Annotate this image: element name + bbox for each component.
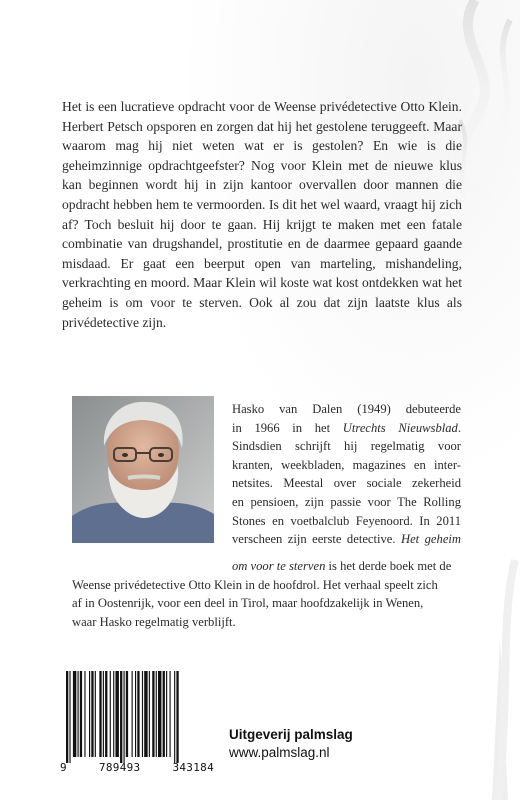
bio-line: Hasko van Dalen (1949) debuteerde bbox=[232, 402, 461, 416]
bio-line: Stones en voetbalclub Feyenoord. In 2011 bbox=[232, 513, 461, 528]
blurb-line: te maken met een fatale combinatie van drugshandel, prostitutie bbox=[62, 216, 462, 252]
barcode-bar bbox=[158, 671, 161, 757]
bio-line: verscheen zijn eerste detective. Het geheim bbox=[232, 532, 461, 547]
barcode-bar bbox=[144, 671, 147, 757]
bio-line: waar Hasko regelmatig verblijft. bbox=[72, 614, 236, 629]
barcode-bar bbox=[115, 671, 118, 757]
author-photo bbox=[72, 396, 214, 543]
blurb-line: Ook al zou dat zijn laatste klus als privédetective zijn. bbox=[62, 294, 462, 330]
barcode-bar bbox=[110, 671, 111, 757]
barcode-bar bbox=[142, 671, 143, 757]
bio-line: netsites. Meestal over sociale zekerheid bbox=[232, 476, 461, 491]
barcode-bar bbox=[149, 671, 150, 757]
barcode-bar bbox=[89, 671, 90, 757]
barcode-bar bbox=[174, 671, 175, 763]
barcode-bar bbox=[132, 671, 133, 757]
back-cover-blurb bbox=[62, 97, 462, 332]
isbn-barcode bbox=[60, 671, 214, 780]
barcode-bar bbox=[137, 671, 139, 757]
barcode-bar bbox=[103, 671, 104, 757]
barcode-bar bbox=[163, 671, 165, 757]
blurb-line: wel waard, vraagt hij zich af? Toch besluit hij door te gaan. Hij krijgt bbox=[62, 196, 462, 232]
barcode-bar bbox=[152, 671, 154, 757]
author-bio-bottom bbox=[72, 557, 462, 631]
barcode-bar bbox=[84, 671, 85, 757]
book-title: Het geheim bbox=[401, 532, 461, 547]
barcode-bar bbox=[176, 671, 178, 763]
barcode-bar bbox=[135, 671, 136, 757]
barcode-bar bbox=[69, 671, 70, 763]
barcode-bar bbox=[166, 671, 167, 757]
barcode-bar bbox=[105, 671, 107, 757]
barcode-bar bbox=[156, 671, 157, 757]
bio-line: om voor te sterven is het derde boek met de bbox=[232, 559, 452, 573]
bio-line: Weense privédetective Otto Klein in de hoofdrol. Het verhaal speelt zich bbox=[72, 577, 438, 592]
publisher-block bbox=[229, 726, 353, 762]
isbn-number bbox=[60, 761, 214, 774]
newspaper-title: Utrechts Nieuwsblad bbox=[342, 420, 458, 435]
barcode-bar bbox=[95, 671, 96, 757]
blurb-line: de nieuwe klus kan beginnen wordt hij in zijn kantoor overvallen bbox=[62, 157, 462, 193]
isbn-right-group: 343184 bbox=[172, 761, 214, 774]
blurb-line: Het is een lucratieve opdracht voor de Weense privédetective bbox=[62, 99, 401, 114]
barcode-bar bbox=[78, 671, 79, 757]
barcode-bar bbox=[126, 671, 128, 757]
blurb-line: van marteling, mishandeling, verkrachting en moord. Maar Klein bbox=[62, 255, 462, 291]
bio-line: kranten, weekbladen, magazines en inter- bbox=[232, 457, 461, 472]
isbn-prefix: 9 bbox=[60, 761, 67, 774]
barcode-bars bbox=[60, 671, 214, 763]
book-title: om voor te sterven bbox=[232, 559, 326, 573]
publisher-name: Uitgeverij palmslag bbox=[229, 727, 353, 742]
bio-line: af in Oostenrijk, voor een deel in Tirol, maar hoofdzakelijk in Wenen, bbox=[72, 596, 424, 611]
barcode-bar bbox=[73, 671, 76, 757]
barcode-bar bbox=[124, 671, 125, 763]
barcode-bar bbox=[170, 671, 171, 757]
barcode-bar bbox=[66, 671, 68, 763]
blurb-line: En wie is die geheimzinnige opdrachtgeefster? Nog voor Klein met bbox=[62, 138, 462, 173]
bio-line: en pensioen, zijn passie voor The Rolling bbox=[232, 494, 461, 509]
publisher-url[interactable]: www.palmslag.nl bbox=[229, 745, 330, 760]
isbn-left-group: 789493 bbox=[98, 761, 141, 774]
barcode-bar bbox=[80, 671, 82, 757]
bio-line: in 1966 in het Utrechts Nieuwsblad. bbox=[232, 420, 461, 435]
blurb-line: Otto Klein. Herbert Petsch opsporen en zorgen dat hij het gestolene bbox=[62, 99, 462, 134]
blurb-line: door mannen die opdracht hebben hem te vermoorden. Is dit het bbox=[62, 177, 462, 212]
blurb-line: en de daarmee gepaard gaande misdaad. Er gaat een beerput open bbox=[62, 236, 462, 271]
blurb-line: wil koste wat kost ontdekken wat het geheim is om voor te sterven. bbox=[62, 275, 462, 310]
author-bio-top bbox=[232, 400, 461, 549]
barcode-bar bbox=[91, 671, 93, 757]
blurb-line: teruggeeft. Maar waarom mag hij niet weten wat er is gestolen? bbox=[62, 118, 462, 154]
bio-line: Sindsdien schrijft hij regelmatig voor bbox=[232, 439, 461, 454]
barcode-bar bbox=[120, 671, 122, 763]
barcode-bar bbox=[99, 671, 101, 757]
barcode-bar bbox=[113, 671, 114, 757]
